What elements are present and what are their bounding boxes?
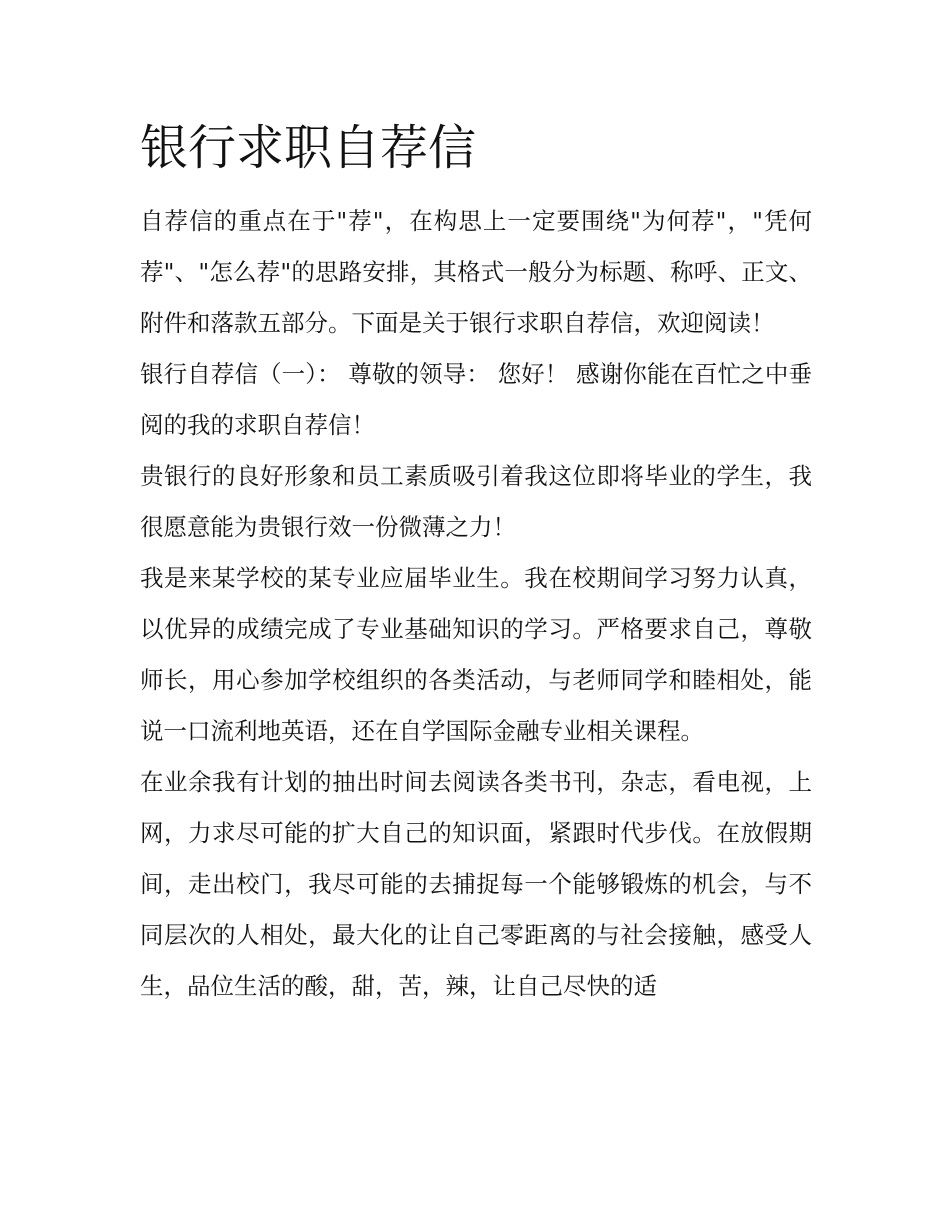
document-body [140, 196, 812, 1012]
paragraph-salutation: 银行自荐信（一）： 尊敬的领导： 您好！ 感谢你能在百忙之中垂阅的我的求职自荐信！ [140, 360, 812, 439]
paragraph-motivation: 贵银行的良好形象和员工素质吸引着我这位即将毕业的学生，我很愿意能为贵银行效一份微薄之力！ [140, 462, 812, 541]
document-title: 银行求职自荐信 [140, 120, 477, 176]
paragraph-intro: 自荐信的重点在于"荐"，在构思上一定要围绕"为何荐"，"凭何荐"、"怎么荐"的思路安排，其格式一般分为标题、称呼、正文、附件和落款五部分。下面是关于银行求职自荐信，欢迎阅读！ [140, 207, 812, 337]
paragraph-activities: 在业余我有计划的抽出时间去阅读各类书刊，杂志，看电视，上网，力求尽可能的扩大自己的知识面，紧跟时代步伐。在放假期间，走出校门，我尽可能的去捕捉每一个能够锻炼的机会，与不同层次的人相处，最大化的让自己零距离的与社会接触，感受人生，品位生活的酸，甜，苦，辣，让自己尽快的适 [140, 768, 812, 1000]
paragraph-education: 我是来某学校的某专业应届毕业生。我在校期间学习努力认真，以优异的成绩完成了专业基础知识的学习。严格要求自己，尊敬师长，用心参加学校组织的各类活动，与老师同学和睦相处，能说一口流利地英语，还在自学国际金融专业相关课程。 [140, 564, 812, 745]
